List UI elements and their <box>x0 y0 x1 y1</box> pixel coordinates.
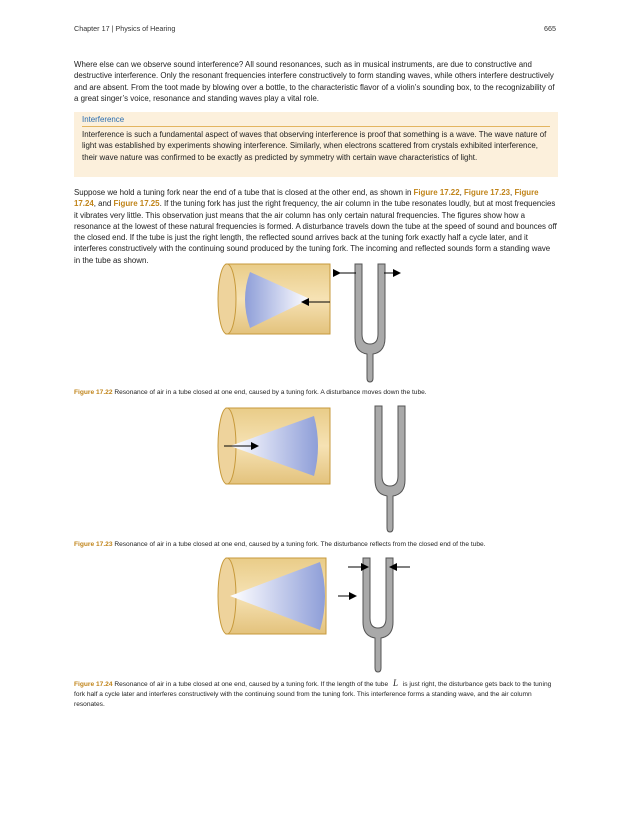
note-divider <box>82 126 550 127</box>
figure-17-23-label: Figure 17.23 <box>74 541 113 548</box>
figure-17-24-link[interactable]: Figure 17.24 <box>74 188 539 209</box>
figure-17-24-caption: Figure 17.24 Resonance of air in a tube closed at one end, caused by a tuning fork. If the length of the tube L is just right, the disturbance gets back to the tuning fork half a cycle later and interferes constructively with the continuing sound from the tuning fork. This interference forms a standing wave, and the air column resonates. <box>74 678 552 708</box>
page-number: 665 <box>544 24 556 33</box>
tuning-fork-paragraph: Suppose we hold a tuning fork near the end of a tube that is closed at the other end, as shown in Figure 17.22, Figure 17.23, Figure 17.24, and Figure 17.25. If the tuning fork has just the right frequency, the air column in the tube resonates loudly, but at most frequencies it vibrates very little. This observation just means that the air column has only certain natural frequencies. The figures show how a resonance at the lowest of these natural frequencies is formed. A disturbance travels down the tube at the speed of sound and bounces off the closed end. If the tube is just the right length, the reflected sound arrives back at the tuning fork exactly half a cycle later, and it interferes constructively with the continuing sound produced by the tuning fork. The incoming and reflected sounds form a standing wave in the tube as shown. <box>74 188 557 265</box>
note-title: Interference <box>82 115 125 124</box>
figure-17-25-link[interactable]: Figure 17.25 <box>113 199 160 209</box>
tuning-fork <box>375 406 405 532</box>
running-header-chapter: Chapter 17 | Physics of Hearing <box>74 24 176 33</box>
note-body: Interference is such a fundamental aspect of waves that observing interference is proof that something is a wave. The wave nature of light was established by experiments showing interference. Similarly, when electrons scattered from crystals exhibited interference, their wave nature was confirmed to be exactly as predicted by symmetry with certain wave characteristics of light. <box>82 130 547 162</box>
figure-17-23-caption: Figure 17.23 Resonance of air in a tube closed at one end, caused by a tuning fork. The disturbance reflects from the closed end of the tube. <box>74 541 486 548</box>
figure-17-24-label: Figure 17.24 <box>74 681 113 688</box>
intro-paragraph: Where else can we observe sound interference? All sound resonances, such as in musical instruments, are due to constructive and destructive interference. Only the resonant frequencies interfere constructively to form standing waves, while others interfere destructively and are absent. From the toot made by blowing over a bottle, to the characteristic flavor of a violin’s sounding box, to the recognizability of a great singer’s voice, resonance and standing waves play a vital role. <box>74 60 555 103</box>
figure-17-24-illustration <box>190 554 430 676</box>
interference-note-box <box>74 112 558 177</box>
tuning-fork <box>363 558 393 672</box>
figure-17-22-link[interactable]: Figure 17.22 <box>413 188 460 197</box>
figure-17-23-illustration <box>190 404 430 536</box>
tuning-fork <box>355 264 385 382</box>
tube-length-variable: L <box>392 678 398 688</box>
figure-17-23-link[interactable]: Figure 17.23 <box>463 188 511 197</box>
figure-17-22-caption: Figure 17.22 Resonance of air in a tube closed at one end, caused by a tuning fork. A disturbance moves down the tube. <box>74 389 427 396</box>
tube-open-end <box>218 264 236 334</box>
figure-17-22-illustration <box>190 260 430 385</box>
figure-17-22-label: Figure 17.22 <box>74 389 113 396</box>
